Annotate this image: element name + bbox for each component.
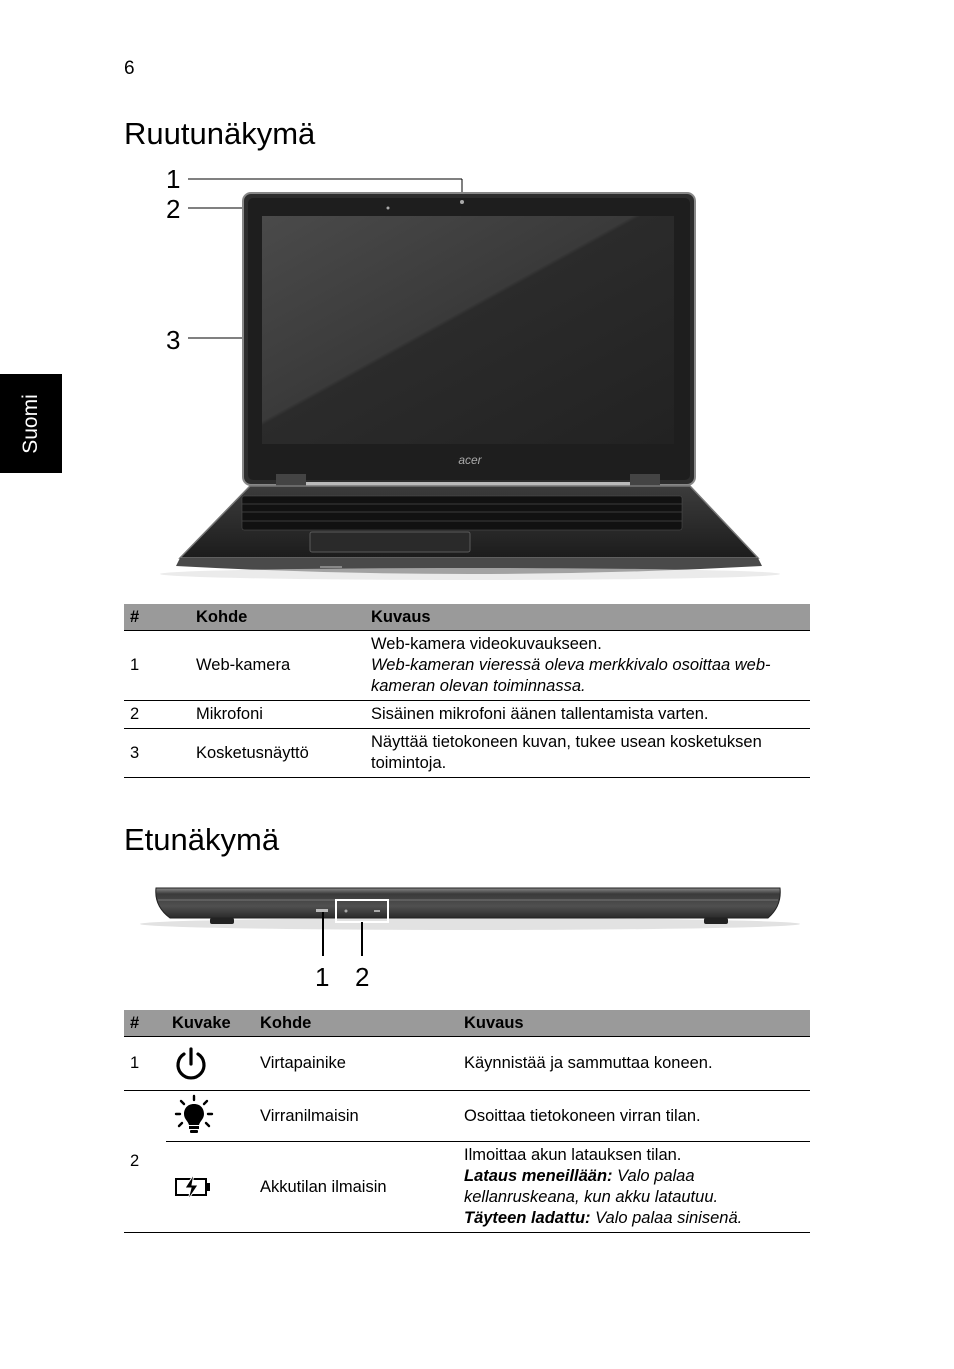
full-charge-description	[464, 1208, 804, 1229]
table-header-row	[124, 1010, 810, 1037]
screen-callout-2: 2	[166, 194, 181, 224]
charging-label: Lataus meneillään:	[464, 1167, 613, 1185]
row-icon	[166, 1142, 254, 1233]
row-number: 2	[124, 701, 190, 729]
laptop-screen-view-image	[150, 170, 790, 590]
language-side-tab-label: Suomi	[19, 394, 42, 454]
table-row	[124, 1091, 810, 1142]
col-header-description: Kuvaus	[365, 604, 810, 631]
table-row	[124, 701, 810, 729]
laptop-front-view-image	[140, 880, 800, 960]
full-charge-label: Täyteen ladattu:	[464, 1209, 591, 1227]
screen-view-table	[124, 604, 810, 778]
screen-callout-1: 1	[166, 164, 181, 194]
table-row	[124, 729, 810, 778]
row-number: 2	[124, 1091, 166, 1233]
front-callout-1: 1	[315, 962, 330, 992]
screen-view-title: Ruutunäkymä	[124, 116, 316, 151]
col-header-description: Kuvaus	[458, 1010, 810, 1037]
row-description	[458, 1142, 810, 1233]
screen-callout-3: 3	[166, 325, 181, 355]
table-row	[124, 1142, 810, 1233]
language-side-tab	[0, 374, 62, 473]
power-icon	[172, 1045, 210, 1083]
row-item: Akkutilan ilmaisin	[254, 1142, 458, 1233]
description-note: Web-kameran vieressä oleva merkkivalo osoittaa web-kameran olevan toiminnassa.	[371, 656, 771, 695]
row-description: Sisäinen mikrofoni äänen tallentamista varten.	[365, 701, 810, 729]
front-view-title: Etunäkymä	[124, 822, 280, 857]
charging-text: Valo palaa kellanruskeana, kun akku latautuu.	[464, 1167, 719, 1206]
front-callout-2: 2	[355, 962, 370, 992]
row-description: Osoittaa tietokoneen virran tilan.	[458, 1091, 810, 1142]
row-description: Näyttää tietokoneen kuvan, tukee usean kosketuksen toimintoja.	[365, 729, 810, 778]
row-number: 1	[124, 631, 190, 701]
table-header-row	[124, 604, 810, 631]
front-view-table	[124, 1010, 810, 1233]
col-header-icon: Kuvake	[166, 1010, 254, 1037]
row-description: Käynnistää ja sammuttaa koneen.	[458, 1037, 810, 1091]
full-charge-text: Valo palaa sinisenä.	[595, 1209, 743, 1227]
table-row	[124, 631, 810, 701]
power-indicator-icon	[172, 1094, 216, 1138]
row-icon	[166, 1037, 254, 1091]
description-text: Ilmoittaa akun latauksen tilan.	[464, 1146, 682, 1164]
table-row	[124, 1037, 810, 1091]
col-header-number: #	[124, 604, 190, 631]
row-icon	[166, 1091, 254, 1142]
col-header-item: Kohde	[254, 1010, 458, 1037]
charging-description	[464, 1166, 804, 1208]
acer-logo: acer	[458, 453, 482, 467]
row-number: 3	[124, 729, 190, 778]
row-item: Web-kamera	[190, 631, 365, 701]
row-item: Mikrofoni	[190, 701, 365, 729]
row-item: Virtapainike	[254, 1037, 458, 1091]
row-number: 1	[124, 1037, 166, 1091]
col-header-item: Kohde	[190, 604, 365, 631]
row-item: Kosketusnäyttö	[190, 729, 365, 778]
col-header-number: #	[124, 1010, 166, 1037]
row-description	[365, 631, 810, 701]
description-text: Web-kamera videokuvaukseen.	[371, 635, 602, 653]
battery-charging-icon	[172, 1172, 214, 1202]
row-item: Virranilmaisin	[254, 1091, 458, 1142]
page-number: 6	[124, 58, 135, 79]
